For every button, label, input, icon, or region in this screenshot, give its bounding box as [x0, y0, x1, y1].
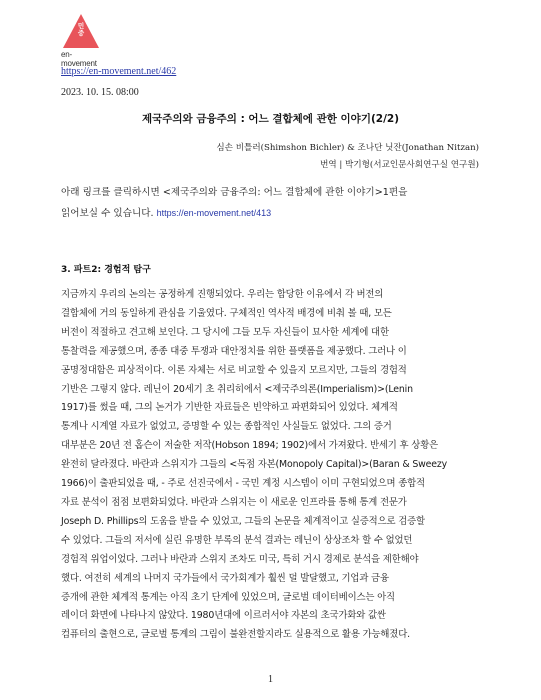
article-title: 제국주의와 금융주의 : 어느 결합체에 관한 이야기(2/2)	[141, 113, 400, 125]
logo-korean-text: 민 중	[77, 22, 85, 37]
body-line: Joseph D. Phillips의 도움을 받을 수 있었고, 그들의 논문을 체계적이고 실증적으로 검증할	[61, 515, 425, 527]
body-line: 증개에 관한 체계적 통계는 아직 초기 단계에 있었으며, 글로벌 데이터베이스는 아직	[61, 591, 395, 603]
body-line: 공명정대함은 피상적이다. 이론 자체는 서로 비교할 수 있을지 모르지만, 그들의 경험적	[61, 364, 407, 376]
body-line: 1966)이 출판되었을 때, - 주로 선진국에서 - 국민 계정 시스템이 이미 구현되었으며 종합적	[61, 478, 425, 490]
source-link[interactable]: https://en-movement.net/462	[61, 66, 177, 77]
publish-date: 2023. 10. 15. 08:00	[61, 87, 139, 98]
body-line: 버전이 적절하고 견고해 보인다. 그 당시에 그들 모두 자신들이 묘사한 세계에 대한	[61, 326, 389, 338]
author-block	[216, 140, 479, 174]
body-line: 완전히 달라졌다. 바란과 스위지가 그들의 <독점 자본(Monopoly Capital)>(Baran & Sweezy	[61, 459, 448, 471]
body-line: 경험적 위업이었다. 그러나 바란과 스위지 조차도 미국, 특히 거시 경제로 분석을 제한해야	[61, 553, 419, 565]
body-line: 통찰력을 제공했으며, 종종 대중 투쟁과 대안정치를 위한 플랫폼을 제공했다. 그러나 이	[61, 345, 407, 357]
body-line: 컴퓨터의 출현으로, 글로벌 통계의 그림이 불완전할지라도 실용적으로 활용 가능해졌다.	[61, 629, 410, 641]
page-number: 1	[268, 674, 273, 685]
body-line: 1917)를 썼을 때, 그의 논거가 기반한 자료들은 빈약하고 파편화되어 있었다. 체계적	[61, 402, 398, 414]
intro-line: 읽어보실 수 있습니다. https://en-movement.net/413	[61, 208, 272, 219]
body-line: 결합체에 거의 동일하게 관심을 기울였다. 구체적인 역사적 배경에 비춰 볼 때, 모든	[61, 307, 392, 319]
body-line: 대부분은 20년 전 홉슨이 저술한 저작(Hobson 1894; 1902)에서 가져왔다. 반세기 후 상황은	[61, 440, 439, 452]
intro-paragraph	[61, 183, 486, 224]
intro-line: 아래 링크를 클릭하시면 <제국주의와 금융주의: 어느 결합체에 관한 이야기>1편을	[61, 187, 408, 198]
body-line: 통계나 시계열 자료가 없었고, 증명할 수 있는 종합적인 사실들도 없었다. 그의 증거	[61, 421, 392, 433]
body-line: 수 있었다. 그들의 저서에 실린 유명한 부록의 분석 결과는 레닌이 상상조차 할 수 없었던	[61, 534, 413, 546]
body-text	[61, 286, 491, 645]
body-line: 기반은 그렇지 않다. 레닌이 20세기 초 취리히에서 <제국주의론(Imperialism)>(Lenin	[61, 383, 413, 395]
body-line: 자료 분석이 점점 보편화되었다. 바란과 스위지는 이 새로운 인프라를 통해 통계 전문가	[61, 496, 407, 508]
author-names: 심손 비틀러(Shimshon Bichler) & 조나단 닛잔(Jonathan Nitzan)	[216, 143, 479, 153]
section-heading: 3. 파트2: 경험적 탐구	[61, 265, 151, 275]
en-movement-logo[interactable]	[61, 14, 101, 68]
body-line: 했다. 여전히 세계의 나머지 국가들에서 국가회계가 훨씬 덜 발달했고, 기업과 금융	[61, 572, 389, 584]
part1-link[interactable]: https://en-movement.net/413	[156, 208, 272, 218]
logo-text: en-movement	[61, 50, 97, 68]
translator-credit: 번역 | 박기형(서교인문사회연구실 연구원)	[320, 160, 479, 170]
body-line: 지금까지 우리의 논의는 공정하게 진행되었다. 우리는 합당한 이유에서 각 버전의	[61, 289, 384, 300]
body-line: 레이더 화면에 나타나지 않았다. 1980년대에 이르러서야 자본의 초국가화와 값싼	[61, 610, 386, 622]
